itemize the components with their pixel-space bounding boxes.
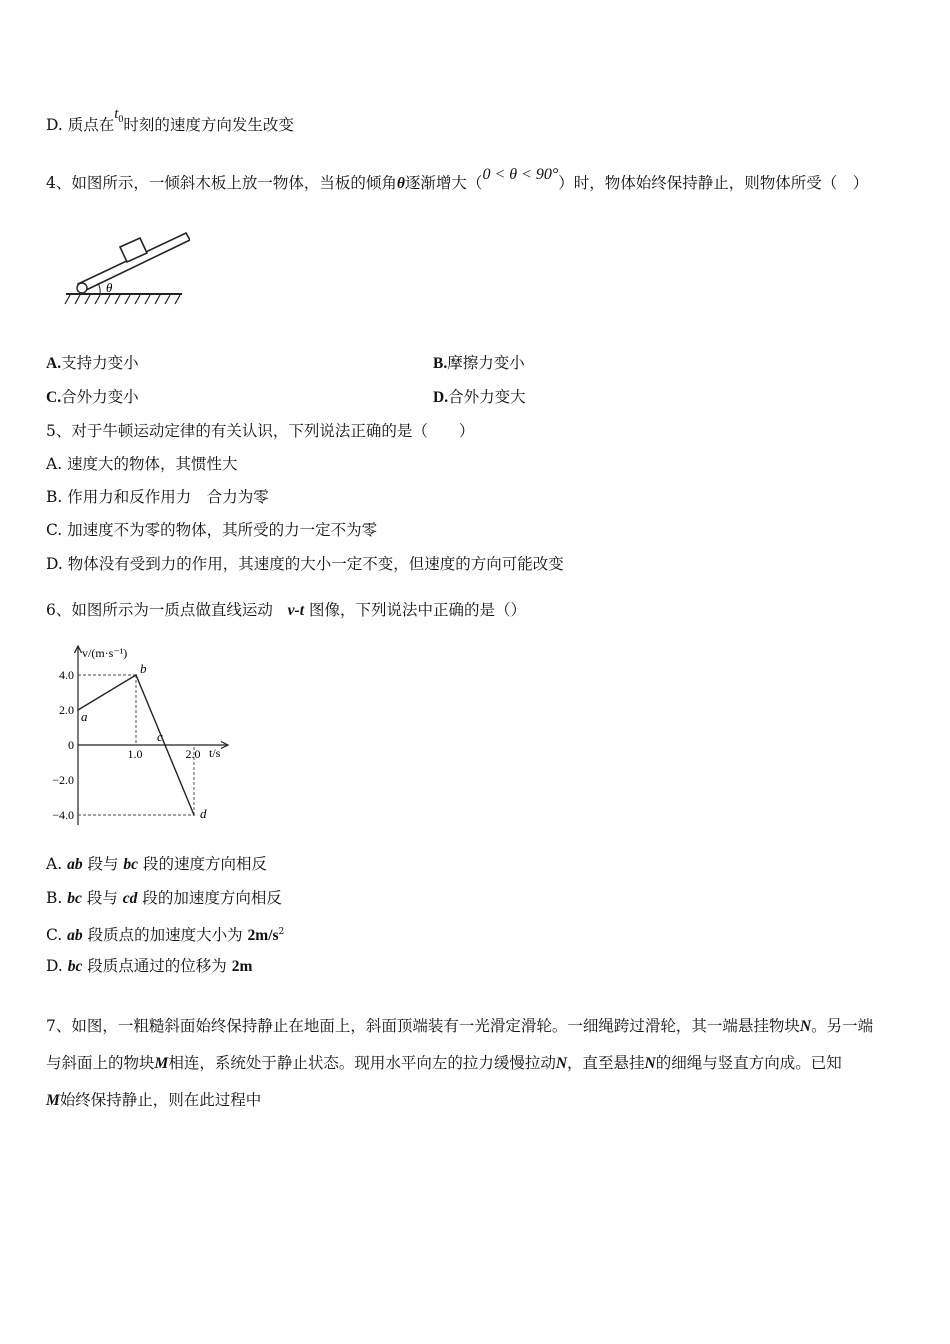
q5-option-c: C. 加速度不为零的物体，其所受的力一定不为零 (46, 521, 378, 539)
hinge (77, 283, 87, 293)
q7-line-2: 与斜面上的物块M相连，系统处于静止状态。现用水平向左的拉力缓慢拉动N，直至悬挂N的细绳与竖直方向成。已知 (46, 1054, 842, 1072)
q6-option-c: C. ab 段质点的加速度大小为 $2m/s^2$ (46, 926, 285, 945)
point-label: a (81, 709, 88, 724)
q5-option-b: B. 作用力和反作用力 合力为零 (46, 488, 269, 506)
y-tick-label: 4.0 (59, 668, 74, 682)
y-tick-label: −4.0 (52, 808, 74, 822)
vt-chart (38, 640, 238, 830)
q3-option-d-prefix: D. 质点在 (46, 116, 115, 134)
q7-line-1: 7、如图，一粗糙斜面始终保持静止在地面上，斜面顶端装有一光滑定滑轮。一细绳跨过滑轮，其一端悬挂物块N。另一端 (46, 1017, 874, 1035)
x-axis-label: t/s (209, 746, 221, 760)
q5-stem: 5、对于牛顿运动定律的有关认识，下列说法正确的是（ ） (46, 422, 475, 440)
y-tick-label: 0 (68, 738, 74, 752)
incline-figure (60, 220, 190, 310)
q3-option-d-text: 时刻的速度方向发生改变 (123, 116, 294, 134)
q5-option-a: A. 速度大的物体，其惯性大 (46, 455, 238, 473)
q4-option-b: B.摩擦力变小 (433, 354, 525, 372)
q6-option-a: A. ab 段与 bc 段的速度方向相反 (46, 855, 267, 873)
theta-symbol: θ (396, 175, 405, 192)
series-point (77, 709, 79, 711)
q4-option-c: C.合外力变小 (46, 388, 139, 406)
q4-option-d: D.合外力变大 (433, 388, 526, 406)
q6-option-d: D. bc 段质点通过的位移为 2m (46, 957, 253, 975)
q4-stem: 4、如图所示，一倾斜木板上放一物体，当板的倾角θ逐渐增大（0 < θ < 90°）时，物体始终保持静止，则物体所受（ ） (46, 166, 869, 192)
q5-option-d: D. 物体没有受到力的作用，其速度的大小一定不变，但速度的方向可能改变 (46, 555, 564, 573)
t0-symbol: $t_0$ (114, 106, 124, 125)
q7-stem (46, 1008, 908, 1119)
series-point (164, 744, 166, 746)
x-tick-label: 1.0 (127, 747, 143, 761)
series-point (193, 814, 195, 816)
point-label: b (140, 661, 147, 676)
y-axis-label: v/(m·s⁻¹) (82, 646, 128, 660)
q6-option-b: B. bc 段与 cd 段的加速度方向相反 (46, 889, 282, 907)
point-label: d (200, 806, 207, 821)
q4-option-a: A.支持力变小 (46, 354, 139, 372)
series-point (135, 674, 137, 676)
angle-range: 0 < θ < 90° (482, 166, 559, 183)
q3-option-d (46, 106, 294, 142)
point-label: c (157, 729, 163, 744)
q7-line-3: M始终保持静止，则在此过程中 (46, 1091, 262, 1109)
y-tick-label: 2.0 (59, 703, 74, 717)
x-tick-label: 2.0 (185, 747, 201, 761)
theta-label: θ (106, 280, 113, 295)
q6-stem: 6、如图所示为一质点做直线运动 v-t 图像，下列说法中正确的是（） (46, 601, 526, 619)
vt-symbol: v-t (287, 602, 305, 619)
y-tick-label: −2.0 (52, 773, 74, 787)
